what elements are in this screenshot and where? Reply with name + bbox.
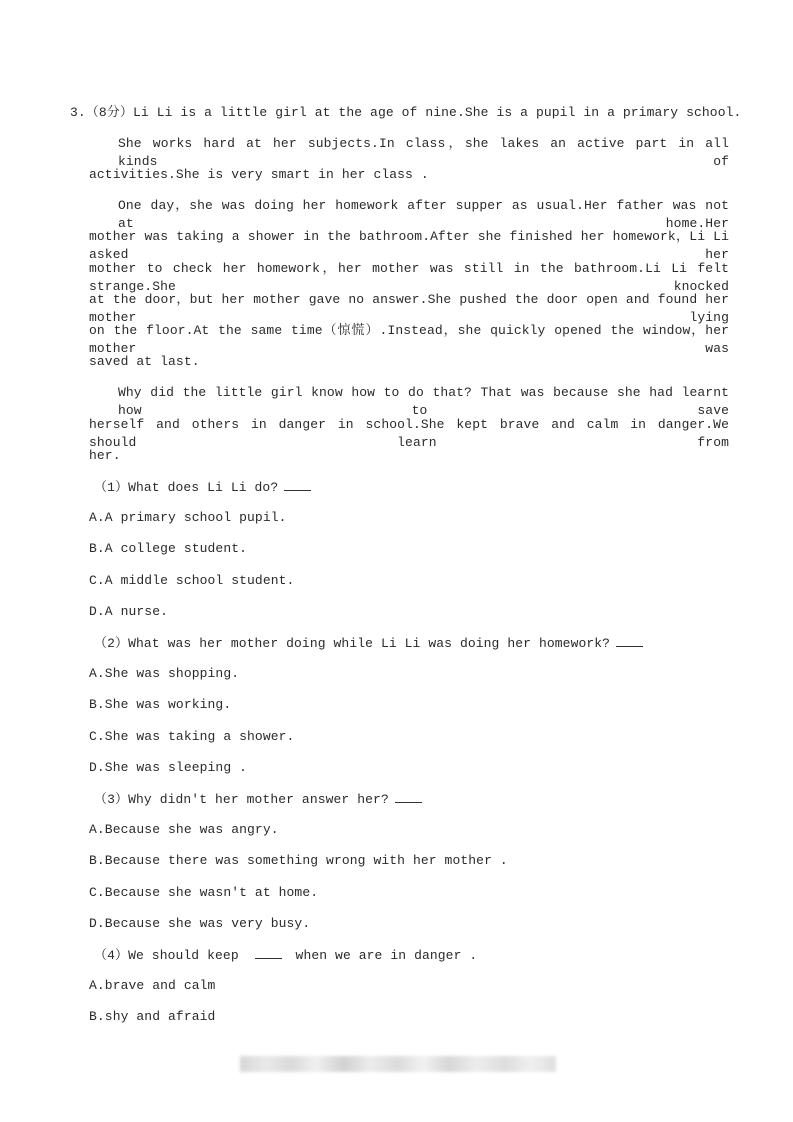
- passage-line: mother was taking a shower in the bathroom.After she finished her homework，Li Li asked her: [89, 229, 729, 262]
- option: A.Because she was angry.: [89, 822, 279, 837]
- question-3-intro: 3.（8分）Li Li is a little girl at the age of nine.She is a pupil in a primary school.: [70, 105, 742, 120]
- option: B.A college student.: [89, 541, 248, 556]
- passage-line: saved at last.: [89, 354, 200, 369]
- sub-question-4-stem-start: （4）We should keep: [94, 948, 239, 963]
- option: C.She was taking a shower.: [89, 729, 295, 744]
- option: D.She was sleeping .: [89, 760, 248, 775]
- answer-blank[interactable]: [255, 946, 282, 959]
- sub-question-4-stem-end: when we are in danger .: [295, 948, 478, 963]
- passage-line: herself and others in danger in school.She kept brave and calm in danger.We should learn from: [89, 417, 729, 450]
- passage-line: Why did the little girl know how to do that? That was because she had learnt how to save: [118, 385, 729, 418]
- sub-question-4: [94, 946, 734, 965]
- option: B.She was working.: [89, 697, 232, 712]
- passage-line: her.: [89, 448, 121, 463]
- sub-question-2-stem: （2）What was her mother doing while Li Li was doing her homework?: [94, 636, 611, 651]
- option: D.Because she was very busy.: [89, 916, 311, 931]
- option: D.A nurse.: [89, 604, 169, 619]
- passage-line: mother to check her homework，her mother was still in the bathroom.Li Li felt strange.She knocked: [89, 261, 729, 294]
- sub-question-3: [94, 790, 734, 809]
- passage-line: on the floor.At the same time（惊慌）.Instead，she quickly opened the window，her mother was: [89, 323, 729, 356]
- sub-question-1-stem: （1）What does Li Li do?: [94, 480, 279, 495]
- sub-question-3-stem: （3）Why didn't her mother answer her?: [94, 792, 389, 807]
- blurred-footer-watermark: [240, 1056, 556, 1072]
- option: C.A middle school student.: [89, 573, 295, 588]
- option: B.shy and afraid: [89, 1009, 216, 1024]
- passage-line: at the door，but her mother gave no answer.She pushed the door open and found her mother lying: [89, 292, 729, 325]
- answer-blank[interactable]: [284, 478, 311, 491]
- passage-line: She works hard at her subjects.In class，she lakes an active part in all kinds of: [118, 136, 729, 169]
- sub-question-1: [94, 478, 734, 497]
- option: A.A primary school pupil.: [89, 510, 287, 525]
- passage-line: activities.She is very smart in her class .: [89, 167, 429, 182]
- option: B.Because there was something wrong with her mother .: [89, 853, 508, 868]
- option: A.She was shopping.: [89, 666, 240, 681]
- sub-question-2: [94, 634, 734, 653]
- answer-blank[interactable]: [395, 790, 422, 803]
- passage-line: One day，she was doing her homework after supper as usual.Her father was not at home.Her: [118, 198, 729, 231]
- option: A.brave and calm: [89, 978, 216, 993]
- option: C.Because she wasn't at home.: [89, 885, 319, 900]
- answer-blank[interactable]: [616, 634, 643, 647]
